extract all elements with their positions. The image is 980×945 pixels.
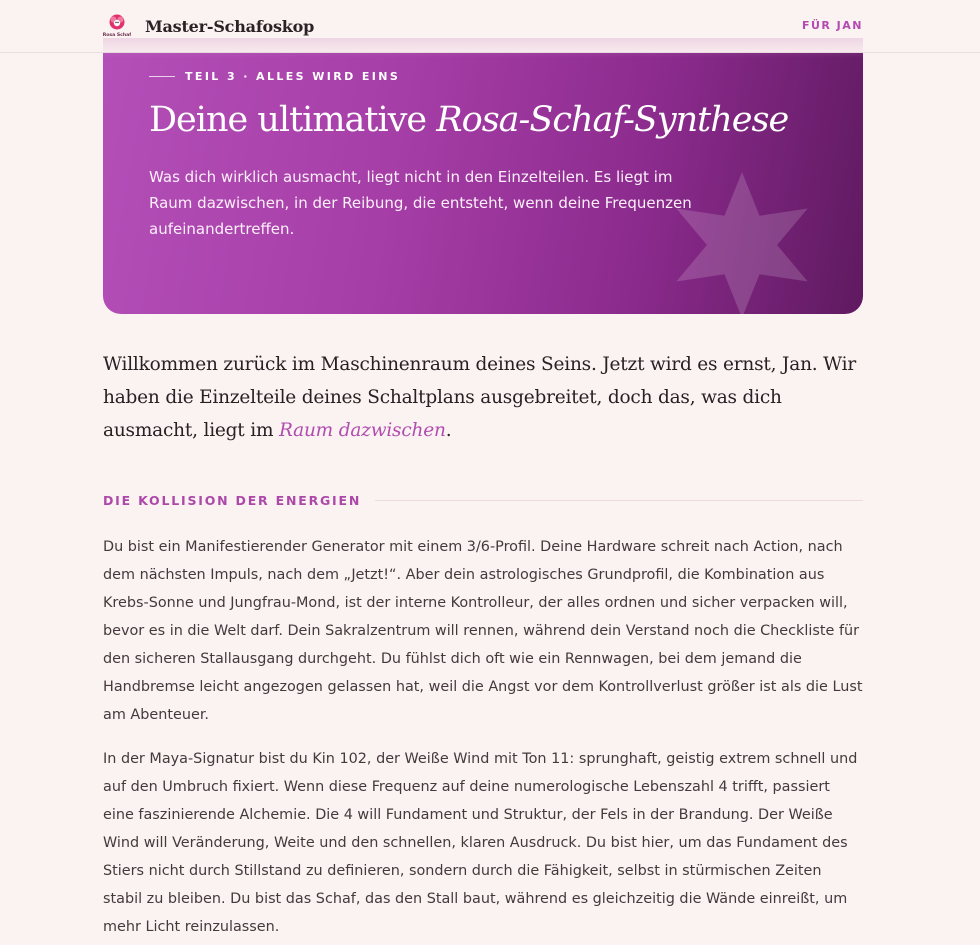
section-divider [375,500,863,501]
hero-banner [103,52,863,314]
page-title [149,100,788,140]
section-heading [103,493,863,508]
eyebrow-rule [149,76,175,77]
hero-eyebrow [149,70,400,83]
sheep-logo-icon [103,12,131,40]
intro-paragraph [103,348,863,447]
body-paragraph-1: Du bist ein Manifestierender Generator mit einem 3/6-Profil. Deine Hardware schreit nach Action, nach dem nächsten Impuls, nach dem „Jetzt!“. Aber dein astrologisches Grundprofil, die Kombination aus Krebs-Sonne und Jungfrau-Mond, ist der interne Kontrolleur, der alles ordnen und sicher verpacken will, bevor es in die Welt darf. Dein Sakralzentrum will rennen, während dein Verstand noch die Checkliste für den sicheren Stallausgang durchgeht. Du fühlst dich oft wie ein Rennwagen, bei dem jemand die Handbremse leicht angezogen gelassen hat, weil die Angst vor dem Kontrollverlust größer ist als die Lust am Abenteuer. [103,539,863,723]
top-navigation-bar [0,0,980,53]
brand-home-link[interactable] [103,10,314,42]
section-heading-text: DIE KOLLISION DER ENERGIEN [103,493,362,508]
title-italic: Rosa-Schaf-Synthese [436,100,789,140]
intro-highlight: Raum dazwischen [278,420,446,441]
intro-end: . [445,420,452,441]
logo-wordmark: Rosa Schaf [103,33,131,38]
user-profile-link[interactable]: FÜR JAN [801,19,863,32]
hero-subtitle: Was dich wirklich ausmacht, liegt nicht in den Einzelteilen. Es liegt im Raum dazwischen, in der Reibung, die entsteht, wenn deine Frequenzen aufeinandertreffen. [149,168,692,238]
body-paragraph-2: In der Maya-Signatur bist du Kin 102, der Weiße Wind mit Ton 11: sprunghaft, geistig extrem schnell und auf den Umbruch fixiert. Wenn diese Frequenz auf deine numerologische Lebenszahl 4 trifft, passiert eine faszinierende Alchemie. Die 4 will Fundament und Struktur, der Fels in der Brandung. Der Weiße Wind will Veränderung, Weite und den schnellen, klaren Ausdruck. Du bist hier, um das Fundament des Stiers nicht durch Stillstand zu definieren, sondern durch die Fähigkeit, selbst in stürmischen Zeiten stabil zu bleiben. Du bist das Schaf, das den Stall baut, während es gleichzeitig die Wände einreißt, um mehr Licht reinzulassen. [103,751,858,935]
eyebrow-text: TEIL 3 · ALLES WIRD EINS [185,70,401,83]
title-plain: Deine ultimative [149,100,427,140]
intro-text: Willkommen zurück im Maschinenraum deines Seins. Jetzt wird es ernst, Jan. Wir haben die Einzelteile deines Schaltplans ausgebreitet, doch das, was dich ausmacht, liegt im [103,354,856,441]
brand-name: Master-Schafoskop [145,16,315,36]
